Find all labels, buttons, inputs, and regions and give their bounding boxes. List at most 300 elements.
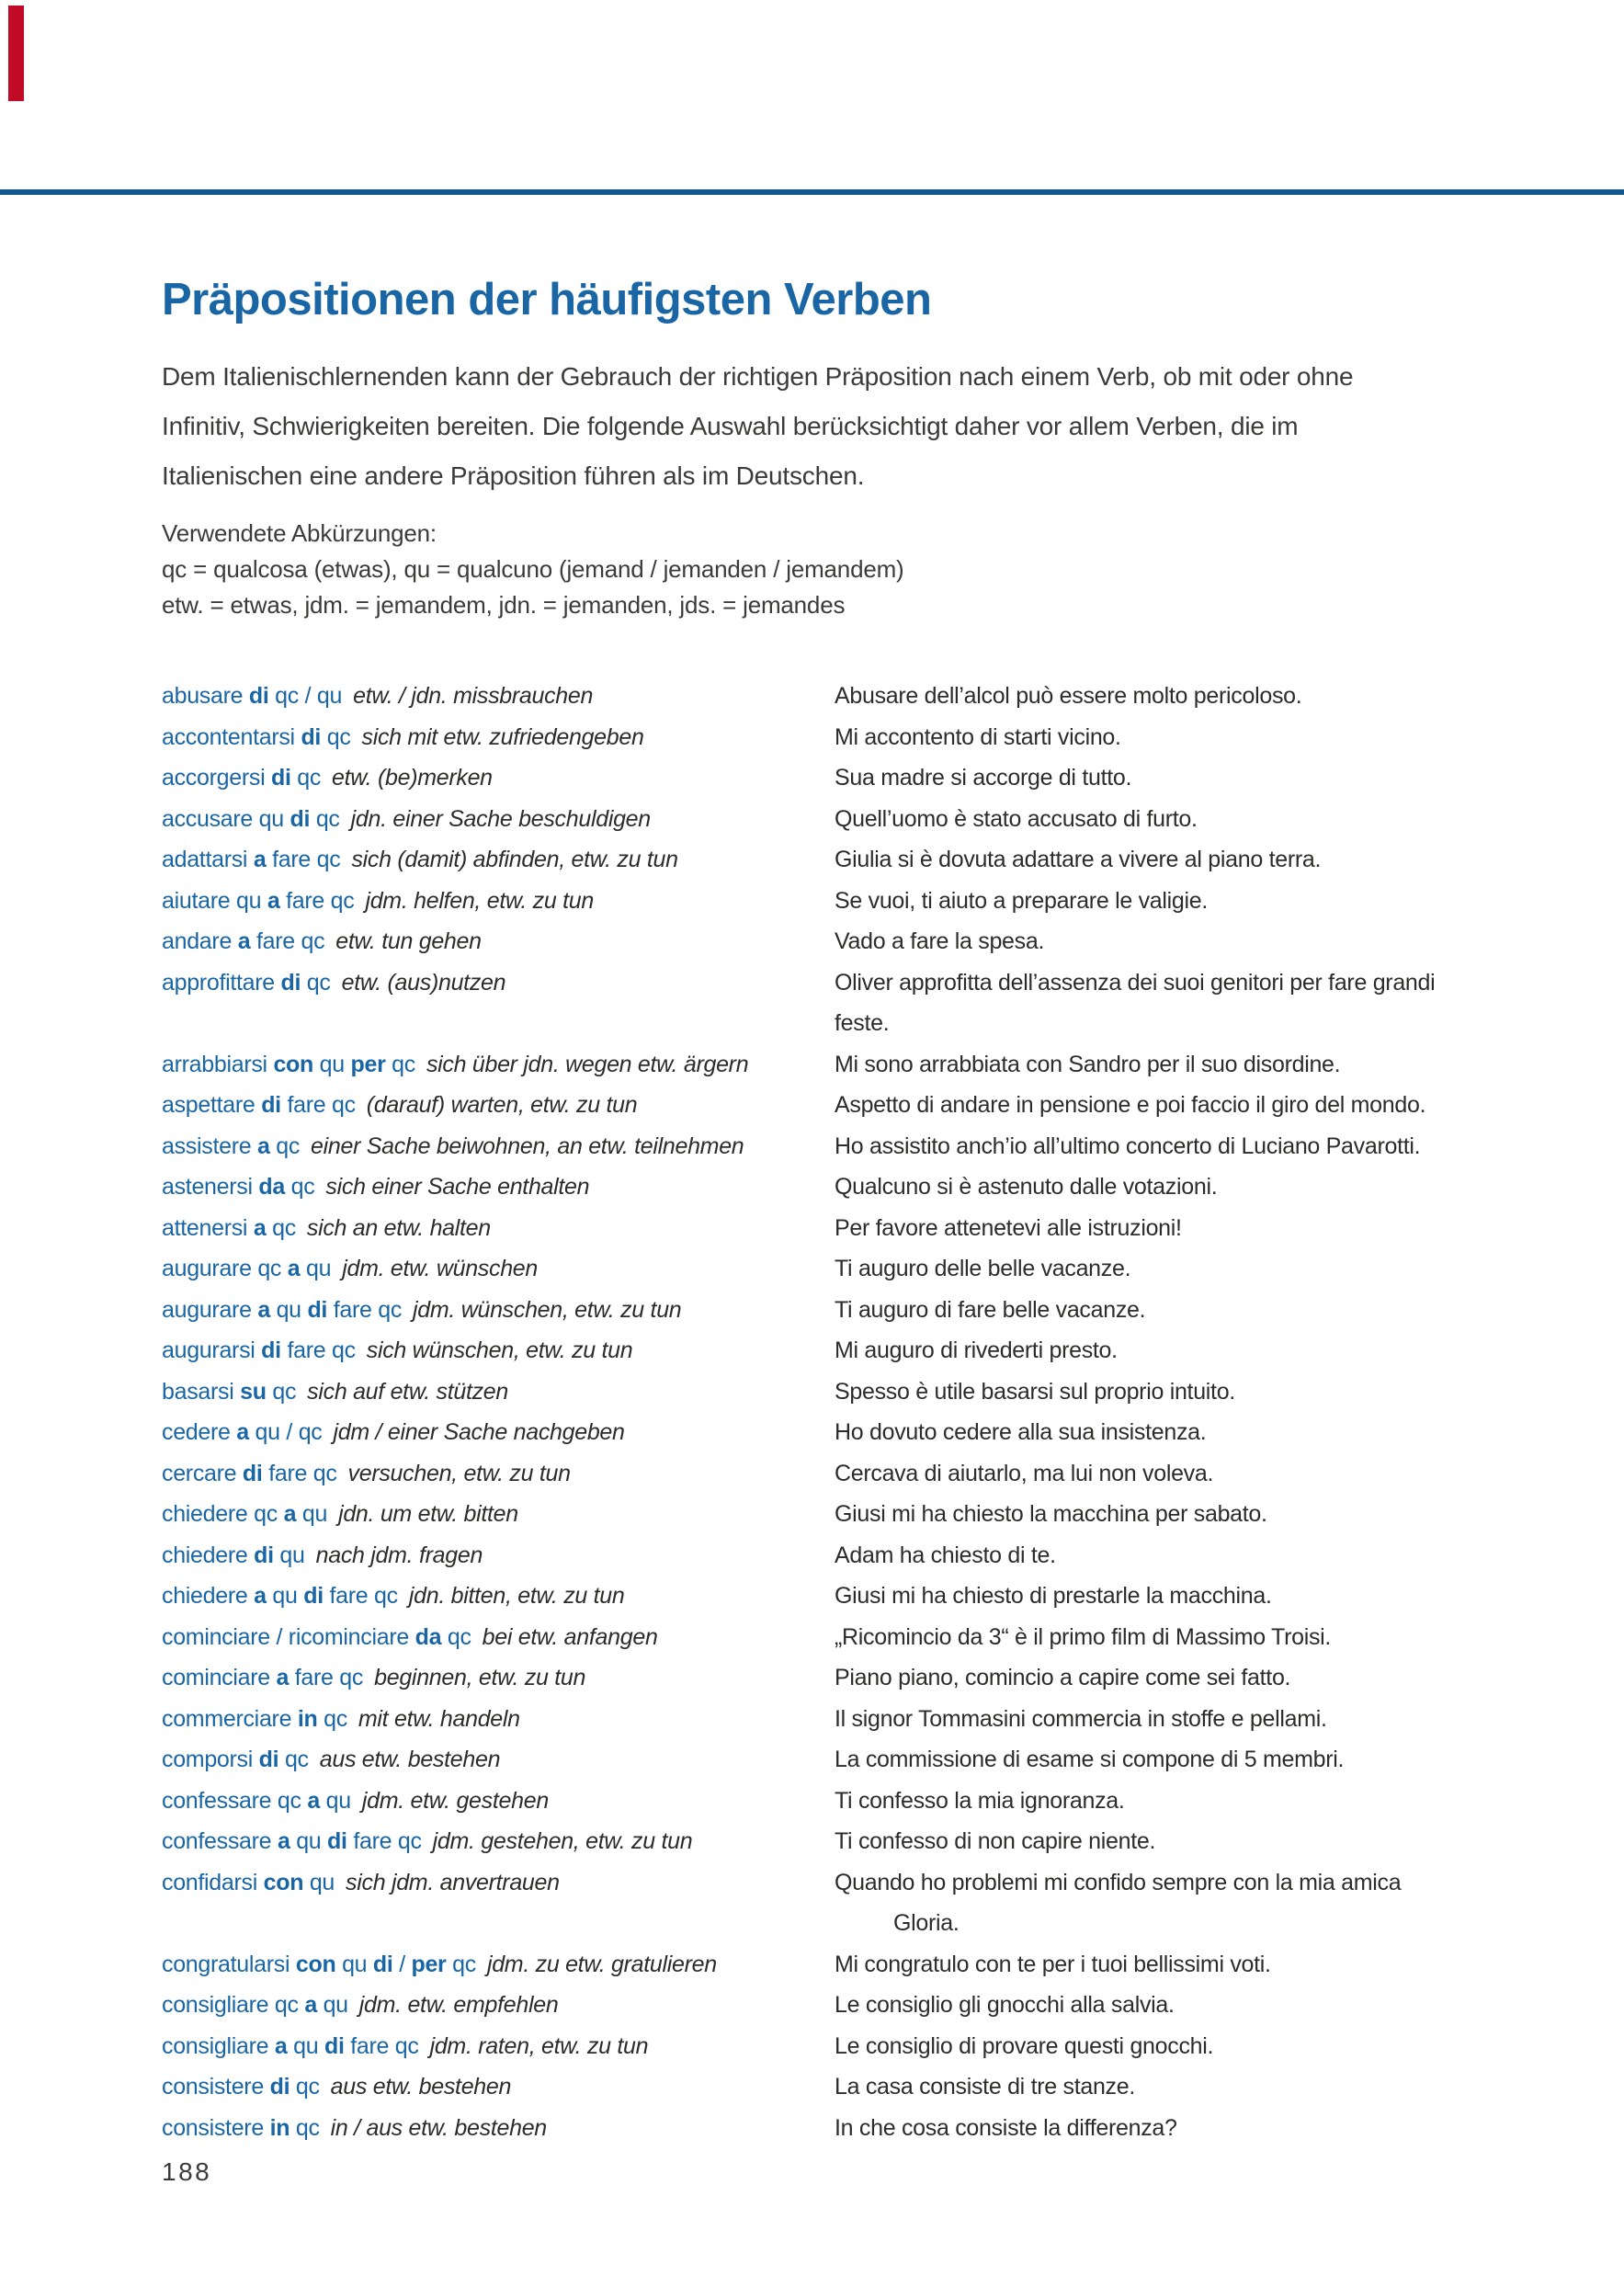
verb-text: attenersi: [162, 1214, 254, 1241]
german-translation: jdm / einer Sache nachgeben: [333, 1419, 625, 1445]
german-translation: bei etw. anfangen: [482, 1623, 658, 1650]
example-sentence: [835, 1085, 1523, 1126]
verb-text: qc: [301, 969, 331, 996]
example-sentence: [835, 757, 1523, 799]
example-line: Per favore attenetevi alle istruzioni!: [835, 1214, 1182, 1241]
verb-text: /: [392, 1951, 412, 1977]
example-sentence: [835, 1617, 1523, 1658]
verb-phrase: [162, 1215, 296, 1241]
abbreviations-heading: Verwendete Abkürzungen:: [162, 519, 437, 547]
example-line: Oliver approfitta dell’assenza dei suoi genitori per fare grandi: [835, 969, 1436, 996]
example-line: Piano piano, comincio a capire come sei fatto.: [835, 1665, 1291, 1690]
verb-entry: [162, 1290, 835, 1331]
verb-text: confidarsi: [162, 1869, 264, 1895]
verb-text: consigliare: [162, 2032, 275, 2059]
verb-text: qc: [290, 765, 322, 791]
verb-text: fare qc: [250, 928, 325, 954]
german-translation: jdn. um etw. bitten: [338, 1501, 518, 1527]
verb-text: qc / qu: [268, 683, 343, 709]
verb-phrase: [162, 1788, 351, 1814]
preposition-bold: per: [411, 1951, 447, 1977]
verb-text: accusare qu: [162, 805, 290, 832]
preposition-bold: per: [350, 1051, 386, 1077]
example-sentence: [835, 881, 1523, 922]
verb-text: qu: [320, 1787, 351, 1814]
verb-text: augurarsi: [162, 1337, 262, 1363]
abbreviations-block: [162, 516, 1527, 623]
verb-text: congratularsi: [162, 1951, 296, 1977]
verb-text: accontentarsi: [162, 723, 301, 750]
german-translation: jdm. etw. wünschen: [342, 1256, 539, 1281]
example-line: Mi sono arrabbiata con Sandro per il suo disordine.: [835, 1051, 1341, 1077]
verb-text: qu: [335, 1951, 373, 1977]
example-sentence: [835, 921, 1523, 962]
verb-entry: [162, 2108, 835, 2149]
preposition-bold: di: [303, 1583, 324, 1609]
verb-phrase: [162, 1665, 363, 1690]
example-line: Vado a fare la spesa.: [835, 928, 1045, 954]
verb-phrase: [162, 1706, 347, 1732]
verb-phrase: [162, 1256, 331, 1281]
german-translation: jdn. bitten, etw. zu tun: [408, 1583, 625, 1609]
preposition-bold: di: [372, 1951, 393, 1977]
example-line: Mi congratulo con te per i tuoi bellissimi voti.: [835, 1951, 1271, 1977]
preposition-bold: a: [253, 847, 267, 872]
example-sentence: [835, 1290, 1523, 1331]
verb-entry: [162, 1781, 835, 1822]
verb-entry: [162, 757, 835, 799]
example-line: Giusi mi ha chiesto di prestarle la macchina.: [835, 1583, 1272, 1609]
preposition-bold: a: [237, 928, 251, 954]
example-line: Mi accontento di starti vicino.: [835, 723, 1121, 750]
example-sentence: [835, 2108, 1523, 2149]
page-number: 188: [162, 2157, 212, 2186]
german-translation: etw. (aus)nutzen: [341, 969, 506, 996]
verb-phrase: [162, 1052, 415, 1077]
verb-entry: [162, 799, 835, 840]
german-translation: sich jdm. anvertrauen: [346, 1869, 560, 1895]
example-sentence: [835, 839, 1523, 881]
german-translation: jdm. gestehen, etw. zu tun: [432, 1828, 693, 1854]
page-content: [162, 0, 1527, 2187]
verb-text: qu: [266, 1583, 304, 1609]
preposition-bold: di: [324, 2032, 345, 2059]
preposition-bold: a: [256, 1132, 270, 1159]
verb-text: qc: [266, 1378, 297, 1405]
example-sentence: [835, 1371, 1523, 1413]
example-line: Cercava di aiutarlo, ma lui non voleva.: [835, 1460, 1214, 1486]
verb-entry: [162, 1657, 835, 1699]
example-line: feste.: [835, 1010, 890, 1036]
german-translation: sich wünschen, etw. zu tun: [366, 1337, 633, 1363]
german-translation: jdn. einer Sache beschuldigen: [350, 805, 651, 832]
german-translation: mit etw. handeln: [358, 1705, 520, 1732]
verb-phrase: [162, 1542, 305, 1568]
example-line: Le consiglio gli gnocchi alla salvia.: [835, 1992, 1175, 2018]
verb-entry: [162, 1739, 835, 1781]
verb-entry: [162, 1453, 835, 1495]
example-line: Sua madre si accorge di tutto.: [835, 765, 1132, 791]
german-translation: etw. / jdn. missbrauchen: [353, 683, 594, 709]
preposition-bold: a: [253, 1214, 267, 1241]
example-sentence: [835, 1453, 1523, 1495]
verb-text: qc: [266, 1214, 296, 1241]
verb-text: andare: [162, 928, 238, 954]
verb-phrase: [162, 1624, 471, 1650]
verb-text: qu: [300, 1256, 332, 1281]
verb-phrase: [162, 806, 340, 832]
german-translation: jdm. wünschen, etw. zu tun: [413, 1296, 682, 1323]
verb-text: commerciare: [162, 1705, 298, 1732]
page-title: Präpositionen der häufigsten Verben: [162, 275, 932, 324]
german-translation: (darauf) warten, etw. zu tun: [366, 1092, 638, 1118]
verb-text: fare qc: [262, 1460, 337, 1486]
example-sentence: [835, 1657, 1523, 1699]
verb-entry: [162, 2066, 835, 2108]
verb-text: fare qc: [346, 1828, 422, 1854]
example-line: La casa consiste di tre stanze.: [835, 2074, 1135, 2100]
verb-text: astenersi: [162, 1174, 259, 1200]
verb-phrase: [162, 2033, 419, 2059]
preposition-bold: con: [263, 1869, 304, 1895]
german-translation: etw. (be)merken: [332, 765, 493, 791]
preposition-bold: con: [273, 1051, 313, 1077]
verb-entry: [162, 881, 835, 922]
preposition-bold: di: [327, 1828, 347, 1854]
intro-line: Dem Italienischlernenden kann der Gebrauch der richtigen Präposition nach einem Verb, ob mit oder ohne: [162, 362, 1354, 391]
verb-phrase: [162, 1992, 348, 2018]
verb-phrase: [162, 1952, 476, 1977]
verb-phrase: [162, 1501, 327, 1527]
example-sentence: [835, 799, 1523, 840]
verb-phrase: [162, 2074, 320, 2100]
example-line: Ti confesso la mia ignoranza.: [835, 1787, 1125, 1814]
verb-phrase: [162, 1133, 300, 1159]
verb-text: cercare: [162, 1460, 243, 1486]
example-sentence: [835, 1739, 1523, 1781]
verb-phrase: [162, 1379, 296, 1405]
example-sentence: [835, 1985, 1523, 2026]
verb-entry: [162, 1576, 835, 1617]
preposition-bold: a: [277, 1828, 290, 1854]
german-translation: versuchen, etw. zu tun: [347, 1460, 571, 1486]
verb-entry: [162, 1944, 835, 1986]
verb-text: qu: [296, 1501, 328, 1527]
verb-text: fare qc: [327, 1296, 403, 1323]
verb-table: [162, 676, 1527, 2148]
verb-text: qu: [290, 1828, 328, 1854]
example-line: Le consiglio di provare questi gnocchi.: [835, 2032, 1214, 2059]
verb-phrase: [162, 724, 351, 750]
verb-text: augurare: [162, 1296, 258, 1323]
verb-entry: [162, 1208, 835, 1249]
verb-text: qc: [441, 1623, 471, 1650]
preposition-bold: a: [257, 1296, 270, 1323]
example-sentence: [835, 1699, 1523, 1740]
example-line: Aspetto di andare in pensione e poi faccio il giro del mondo.: [835, 1092, 1426, 1118]
example-sentence: [835, 1248, 1523, 1290]
verb-text: fare qc: [289, 1665, 364, 1690]
example-line: Ti auguro di fare belle vacanze.: [835, 1296, 1146, 1323]
example-sentence: [835, 717, 1523, 758]
example-line: Se vuoi, ti aiuto a preparare le valigie.: [835, 887, 1208, 914]
verb-phrase: [162, 1092, 356, 1118]
verb-entry: [162, 717, 835, 758]
abbreviation-line: etw. = etwas, jdm. = jemandem, jdn. = jemanden, jds. = jemandes: [162, 591, 846, 619]
preposition-bold: da: [415, 1623, 442, 1650]
verb-phrase: [162, 1419, 323, 1445]
verb-entry: [162, 1494, 835, 1535]
german-translation: sich einer Sache enthalten: [325, 1174, 590, 1200]
verb-text: abusare: [162, 683, 249, 709]
verb-phrase: [162, 1583, 398, 1609]
preposition-bold: in: [269, 2114, 290, 2141]
example-sentence: [835, 1126, 1523, 1167]
german-translation: etw. tun gehen: [335, 928, 482, 954]
example-line: Ti confesso di non capire niente.: [835, 1828, 1156, 1854]
german-translation: jdm. zu etw. gratulieren: [486, 1951, 717, 1977]
german-translation: aus etw. bestehen: [330, 2074, 512, 2100]
german-translation: sich (damit) abfinden, etw. zu tun: [351, 847, 678, 872]
verb-phrase: [162, 1870, 335, 1895]
verb-text: chiedere: [162, 1583, 255, 1609]
verb-entry: [162, 839, 835, 881]
verb-text: approfittare: [162, 969, 281, 996]
verb-text: qc: [317, 1705, 347, 1732]
verb-text: basarsi: [162, 1378, 241, 1405]
preposition-bold: da: [258, 1174, 285, 1200]
abbreviation-line: qc = qualcosa (etwas), qu = qualcuno (jemand / jemanden / jemandem): [162, 555, 904, 583]
intro-paragraph: [162, 352, 1527, 501]
verb-phrase: [162, 1828, 422, 1854]
verb-phrase: [162, 970, 331, 996]
verb-text: qc: [446, 1951, 476, 1977]
verb-text: accorgersi: [162, 765, 271, 791]
verb-text: qc: [385, 1051, 415, 1077]
verb-text: comporsi: [162, 1747, 259, 1772]
verb-text: aspettare: [162, 1092, 262, 1118]
verb-entry: [162, 1535, 835, 1576]
verb-text: consistere: [162, 2114, 270, 2141]
verb-text: qu: [287, 2032, 324, 2059]
preposition-bold: di: [290, 805, 311, 832]
example-sentence: [835, 2066, 1523, 2108]
example-sentence: [835, 1412, 1523, 1453]
preposition-bold: a: [254, 1583, 267, 1609]
verb-text: qu: [269, 1296, 308, 1323]
example-sentence: [835, 1944, 1523, 1986]
verb-text: qu: [303, 1869, 335, 1895]
german-translation: aus etw. bestehen: [319, 1747, 501, 1772]
example-sentence: [835, 1781, 1523, 1822]
verb-text: qc: [290, 2114, 320, 2141]
verb-text: consigliare qc: [162, 1992, 305, 2018]
example-line: Ti auguro delle belle vacanze.: [835, 1256, 1131, 1281]
verb-text: qc: [269, 1132, 301, 1159]
verb-phrase: [162, 888, 354, 914]
verb-text: fare qc: [266, 847, 341, 872]
verb-entry: [162, 1699, 835, 1740]
verb-phrase: [162, 1297, 402, 1323]
verb-phrase: [162, 928, 324, 954]
example-sentence: [835, 1862, 1523, 1944]
example-line: Il signor Tommasini commercia in stoffe e pellami.: [835, 1705, 1327, 1732]
preposition-bold: di: [254, 1542, 274, 1568]
example-line: Gloria.: [893, 1910, 960, 1936]
example-sentence: [835, 2026, 1523, 2067]
verb-text: qu: [313, 1051, 351, 1077]
preposition-bold: di: [258, 1747, 279, 1772]
preposition-bold: a: [304, 1992, 317, 2018]
verb-entry: [162, 1330, 835, 1371]
verb-text: confessare qc: [162, 1787, 308, 1814]
example-line: Quell’uomo è stato accusato di furto.: [835, 805, 1198, 832]
german-translation: sich mit etw. zufriedengeben: [361, 723, 644, 750]
preposition-bold: di: [301, 723, 322, 750]
example-sentence: [835, 1535, 1523, 1576]
verb-phrase: [162, 1461, 337, 1486]
verb-entry: [162, 1985, 835, 2026]
verb-phrase: [162, 2115, 320, 2141]
verb-entry: [162, 2026, 835, 2067]
verb-entry: [162, 1166, 835, 1208]
example-line: La commissione di esame si compone di 5 membri.: [835, 1747, 1345, 1772]
verb-text: qc: [321, 723, 351, 750]
preposition-bold: in: [297, 1705, 318, 1732]
verb-text: fare qc: [280, 1092, 356, 1118]
verb-text: augurare qc: [162, 1256, 288, 1281]
verb-entry: [162, 1085, 835, 1126]
example-line: Adam ha chiesto di te.: [835, 1542, 1056, 1568]
verb-text: qc: [278, 1747, 309, 1772]
verb-phrase: [162, 1337, 356, 1363]
example-sentence: [835, 1208, 1523, 1249]
preposition-bold: a: [283, 1501, 297, 1527]
preposition-bold: di: [248, 683, 269, 709]
preposition-bold: di: [261, 1092, 281, 1118]
preposition-bold: a: [236, 1419, 249, 1445]
verb-text: qu / qc: [248, 1419, 323, 1445]
example-sentence: [835, 962, 1523, 1044]
verb-phrase: [162, 1747, 309, 1772]
verb-text: qu: [273, 1542, 305, 1568]
verb-text: qc: [284, 1174, 315, 1200]
example-line: Qualcuno si è astenuto dalle votazioni.: [835, 1174, 1218, 1200]
verb-entry: [162, 676, 835, 717]
example-sentence: [835, 1821, 1523, 1862]
example-sentence: [835, 676, 1523, 717]
example-sentence: [835, 1166, 1523, 1208]
verb-text: assistere: [162, 1132, 257, 1159]
preposition-bold: a: [307, 1787, 320, 1814]
preposition-bold: con: [295, 1951, 336, 1977]
example-line: Ho dovuto cedere alla sua insistenza.: [835, 1419, 1207, 1445]
verb-entry: [162, 1862, 835, 1944]
verb-phrase: [162, 683, 342, 709]
example-sentence: [835, 1494, 1523, 1535]
intro-line: Infinitiv, Schwierigkeiten bereiten. Die folgende Auswahl berücksichtigt daher vor allem Verben, die im: [162, 412, 1299, 440]
example-line: Quando ho problemi mi confido sempre con la mia amica: [835, 1869, 1402, 1895]
german-translation: jdm. etw. gestehen: [361, 1787, 549, 1814]
preposition-bold: su: [240, 1378, 267, 1405]
german-translation: beginnen, etw. zu tun: [374, 1665, 586, 1690]
verb-entry: [162, 1371, 835, 1413]
verb-entry: [162, 1412, 835, 1453]
preposition-bold: di: [261, 1337, 281, 1363]
german-translation: sich auf etw. stützen: [307, 1378, 508, 1405]
german-translation: sich an etw. halten: [306, 1214, 491, 1241]
preposition-bold: di: [280, 969, 301, 996]
german-translation: jdm. raten, etw. zu tun: [429, 2032, 649, 2059]
example-sentence: [835, 1330, 1523, 1371]
page-edge-tab: [8, 6, 24, 101]
german-translation: jdm. helfen, etw. zu tun: [365, 887, 594, 914]
preposition-bold: a: [267, 887, 280, 914]
example-line: In che cosa consiste la differenza?: [835, 2114, 1177, 2141]
verb-entry: [162, 1126, 835, 1167]
verb-text: fare qc: [344, 2032, 419, 2059]
german-translation: nach jdm. fragen: [315, 1542, 483, 1568]
verb-text: cominciare: [162, 1665, 277, 1690]
german-translation: einer Sache beiwohnen, an etw. teilnehmen: [311, 1132, 744, 1159]
preposition-bold: di: [270, 765, 291, 791]
german-translation: jdm. etw. empfehlen: [358, 1992, 559, 2018]
verb-text: fare qc: [280, 1337, 356, 1363]
german-translation: in / aus etw. bestehen: [330, 2114, 547, 2141]
verb-phrase: [162, 765, 321, 791]
example-line: Giusi mi ha chiesto la macchina per sabato.: [835, 1501, 1267, 1527]
verb-text: consistere: [162, 2074, 270, 2100]
verb-text: adattarsi: [162, 847, 254, 872]
verb-text: cedere: [162, 1419, 237, 1445]
verb-text: chiedere qc: [162, 1501, 284, 1527]
verb-phrase: [162, 1174, 314, 1200]
preposition-bold: a: [287, 1256, 301, 1281]
verb-text: confessare: [162, 1828, 278, 1854]
verb-text: cominciare / ricominciare: [162, 1623, 415, 1650]
preposition-bold: di: [307, 1296, 328, 1323]
verb-entry: [162, 1617, 835, 1658]
verb-entry: [162, 962, 835, 1044]
preposition-bold: di: [269, 2074, 290, 2100]
intro-line: Italienischen eine andere Präposition führen als im Deutschen.: [162, 461, 865, 490]
verb-entry: [162, 1248, 835, 1290]
verb-text: fare qc: [279, 887, 355, 914]
verb-text: arrabbiarsi: [162, 1051, 274, 1077]
example-line: Giulia si è dovuta adattare a vivere al piano terra.: [835, 847, 1322, 872]
verb-entry: [162, 921, 835, 962]
verb-entry: [162, 1821, 835, 1862]
verb-text: fare qc: [323, 1583, 398, 1609]
preposition-bold: a: [274, 2032, 288, 2059]
example-sentence: [835, 1044, 1523, 1086]
example-line: „Ricomincio da 3“ è il primo film di Massimo Troisi.: [835, 1623, 1332, 1650]
verb-text: qu: [316, 1992, 348, 2018]
verb-text: chiedere: [162, 1542, 255, 1568]
verb-text: aiutare qu: [162, 887, 267, 914]
example-sentence: [835, 1576, 1523, 1617]
preposition-bold: di: [242, 1460, 263, 1486]
verb-text: qc: [290, 2074, 320, 2100]
example-line: Mi auguro di rivederti presto.: [835, 1337, 1118, 1363]
preposition-bold: a: [276, 1665, 290, 1690]
verb-phrase: [162, 847, 340, 872]
example-line: Abusare dell’alcol può essere molto pericoloso.: [835, 683, 1302, 709]
example-line: Ho assistito anch’io all’ultimo concerto di Luciano Pavarotti.: [835, 1132, 1421, 1159]
verb-entry: [162, 1044, 835, 1086]
example-line: Spesso è utile basarsi sul proprio intuito.: [835, 1378, 1235, 1405]
german-translation: sich über jdn. wegen etw. ärgern: [426, 1051, 749, 1077]
